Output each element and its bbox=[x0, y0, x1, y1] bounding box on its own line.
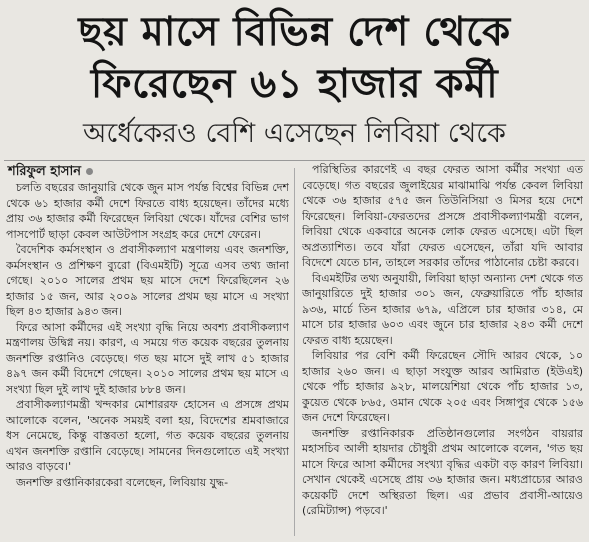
paragraph: প্রবাসীকল্যাণমন্ত্রী খন্দকার মোশাররফ হোসেন এ প্রসঙ্গে প্রথম আলোকে বলেন, 'অনেক সময়ই বলা হয়, বিদেশের শ্রমবাজারে ধস নেমেছে, কিন্তু বাস্তবতা হলো, গত কয়েক বছরের তুলনায় এখন জনশক্তি রপ্তানি বেড়েছে। সামনের দিনগুলোতে এই সংখ্যা আরও বাড়বে।' bbox=[6, 398, 289, 473]
paragraph: পরিস্থিতির কারণেই এ বছর ফেরত আসা কর্মীর সংখ্যা এত বেড়েছে। গত বছরের জুলাইয়ের মাঝামাঝি পর্যন্ত কেবল লিবিয়া থেকে ৩৬ হাজার ৫৭৫ জন তিউনিসিয়া ও মিসর হয়ে দেশে ফিরেছেন। লিবিয়া-ফেরতদের প্রসঙ্গে প্রবাসীকল্যাণমন্ত্রী বলেন, লিবিয়া থেকে একবারে অনেক লোক ফেরত এসেছে। এটা ছিল অপ্রত্যাশিত। তবে যাঁরা ফেরত এসেছেন, তাঁরা যদি আবার বিদেশে যেতে চান, তাহলে সরকার তাঁদের পাঠানোর চেষ্টা করবে। bbox=[302, 163, 583, 269]
author-name: শরিফুল হাসান bbox=[8, 164, 81, 179]
paragraph: বিএমইটির তথ্য অনুযায়ী, লিবিয়া ছাড়া অন্যান্য দেশ থেকে গত জানুয়ারিতে দুই হাজার ৩০১ জন, ফেব্রুয়ারিতে পাঁচ হাজার ৯৩৬, মার্চে তিন হাজার ৬৭৯, এপ্রিলে চার হাজার ৩১৪, মে মাসে চার হাজার ৬০৩ এবং জুনে চার হাজার ২৪৩ কর্মী দেশে ফেরত বাধ্য হয়েছেন। bbox=[302, 271, 583, 347]
paragraph: লিবিয়ার পর বেশি কর্মী ফিরেছেন সৌদি আরব থেকে, ১০ হাজার ২৬০ জন। এ ছাড়া সংযুক্ত আরব আমিরাত (ইউএই) থেকে পাঁচ হাজার ৯২৮, মালয়েশিয়া থেকে পাঁচ হাজার ১৩, কুয়েত থেকে ৮৬৫, ওমান থেকে ২০৫ এবং সিঙ্গাপুর থেকে ১৫৬ জন দেশে ফিরেছেন। bbox=[302, 349, 583, 424]
subheadline: অর্ধেকেরও বেশি এসেছেন লিবিয়া থেকে bbox=[83, 118, 506, 149]
headline-line-1: ছয় মাসে বিভিন্ন দেশ থেকে bbox=[78, 9, 511, 55]
byline-dot-icon bbox=[86, 168, 93, 175]
paragraph: চলতি বছরের জানুয়ারি থেকে জুন মাস পর্যন্ত বিশ্বের বিভিন্ন দেশ থেকে ৬১ হাজার কর্মী দেশে ফিরতে বাধ্য হয়েছেন। তাঁদের মধ্যে প্রায় ৩৬ হাজার কর্মী ফিরেছেন লিবিয়া থেকে। যাঁদের বেশির ভাগ পাসপোর্ট ছাড়া কেবল আউটপাস সংগ্রহ করে দেশে ফেরেন। bbox=[6, 181, 289, 241]
article-column-left bbox=[6, 180, 289, 538]
header-rule bbox=[4, 160, 585, 161]
article-column-right bbox=[302, 162, 583, 538]
paragraph: বৈদেশিক কর্মসংস্থান ও প্রবাসীকল্যাণ মন্ত্রণালয় এবং জনশক্তি, কর্মসংস্থান ও প্রশিক্ষণ ব্যুরো (বিএমইটি) সূত্রে এসব তথ্য জানা গেছে। ২০১০ সালের প্রথম ছয় মাসে দেশে ফিরেছিলেন ২৬ হাজার ১৫ জন, আর ২০০৯ সালের প্রথম ছয় মাসে এ সংখ্যা ছিল ৪৩ হাজার ৯৪৩ জন। bbox=[6, 243, 289, 318]
column-divider bbox=[294, 168, 295, 536]
paragraph: জনশক্তি রপ্তানিকারকেরা বলেছেন, লিবিয়ায় যুদ্ধ- bbox=[16, 475, 229, 489]
headline-line-2: ফিরেছেন ৬১ হাজার কর্মী bbox=[90, 61, 499, 107]
paragraph: জনশক্তি রপ্তানিকারক প্রতিষ্ঠানগুলোর সংগঠন বায়রার মহাসচিব আলী হায়দার চৌধুরী প্রথম আলোকে বলেন, 'গত ছয় মাসে ফিরে আসা কর্মীদের সংখ্যা বৃদ্ধির একটা বড় কারণ লিবিয়া। সেখান থেকেই এসেছে প্রায় ৩৬ হাজার জন। মধ্যপ্রাচ্যের আরও কয়েকটি দেশে অস্থিরতা ছিল। এর প্রভাব প্রবাসী-আয়েও (রেমিট্যান্স) পড়বে।' bbox=[302, 426, 583, 517]
paragraph: ফিরে আসা কর্মীদের এই সংখ্যা বৃদ্ধি নিয়ে অবশ্য প্রবাসীকল্যাণ মন্ত্রণালয় উদ্বিগ্ন নয়। কারণ, এ সময়ে গত কয়েক বছরের তুলনায় জনশক্তি রপ্তানিও বেড়েছে। গত ছয় মাসে দুই লাখ ৫১ হাজার ৪৯৭ জন কর্মী বিদেশে গেছেন। ২০১০ সালের প্রথম ছয় মাসে এ সংখ্যা ছিল দুই লাখ দুই হাজার ৮৮৪ জন। bbox=[6, 320, 289, 396]
